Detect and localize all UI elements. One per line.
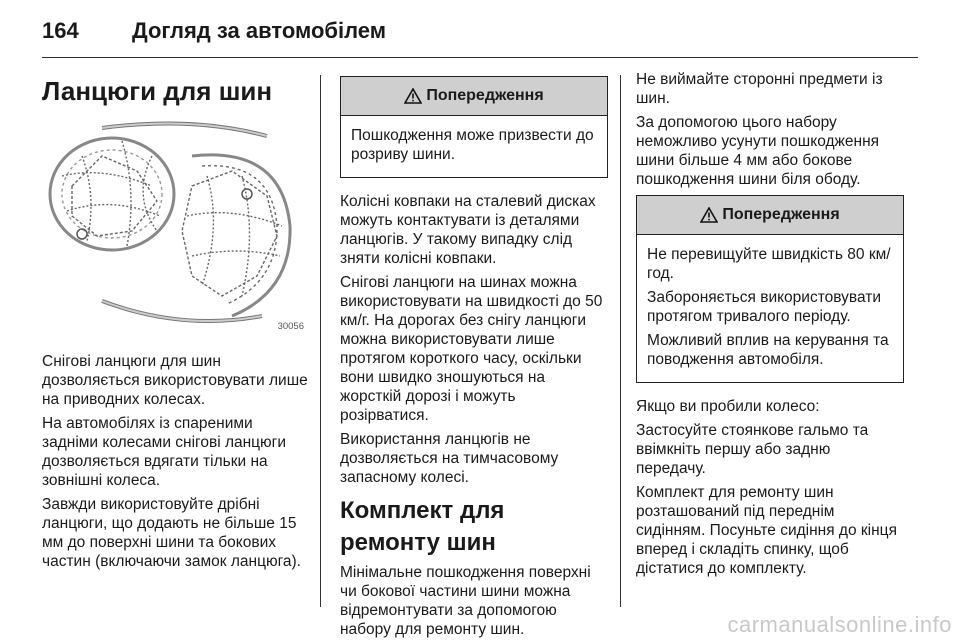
- snow-chains-figure: [42, 116, 308, 338]
- paragraph: На автомобілях із спареними задніми колесами снігові ланцюги дозволяється вдягати тільки на зовнішні колеса.: [42, 415, 286, 489]
- paragraph: Застосуйте стоянкове гальмо та ввімкніть першу або задню передачу.: [636, 422, 869, 477]
- warning-title: Попередження: [722, 206, 840, 223]
- header-divider: [42, 57, 918, 58]
- column-3: [636, 70, 904, 583]
- warning-body: [637, 235, 903, 382]
- warning-text: Пошкодження може призвести до розриву шини.: [351, 127, 594, 163]
- paragraph: Не виймайте сторонні предмети із шин.: [636, 71, 883, 107]
- column-1: [42, 70, 310, 576]
- paragraph: Снігові ланцюги для шин дозволяється використовувати лише на приводних колесах.: [42, 353, 308, 408]
- paragraph: Комплект для ремонту шин розташований під переднім сидінням. Посуньте сидіння до кінця вперед і складіть спинку, щоб дістатися до комплекту.: [636, 484, 897, 577]
- page-header-title: Догляд за автомобілем: [132, 18, 387, 43]
- warning-text: Забороняється використовувати протягом тривалого періоду.: [647, 289, 881, 325]
- warning-triangle-icon: [404, 88, 422, 104]
- warning-body: [341, 116, 607, 177]
- paragraph: Снігові ланцюги на шинах можна використовувати на швидкості до 50 км/г. На дорогах без снігу ланцюги можна використовувати лише протягом короткого часу, оскільки вони швидко зношуються на жорсткій дорозі і можуть розірватися.: [340, 274, 603, 424]
- column-2: [340, 70, 608, 644]
- watermark: carmanualsonline.info: [727, 612, 952, 637]
- paragraph: Використання ланцюгів не дозволяється на тимчасовому запасному колесі.: [340, 431, 559, 486]
- warning-box-2: [636, 195, 904, 383]
- paragraph: Завжди використовуйте дрібні ланцюги, що додають не більше 15 мм до поверхні шини та бокових частин (включаючи замок ланцюга).: [42, 496, 301, 570]
- paragraph: Якщо ви пробили колесо:: [636, 398, 820, 415]
- paragraph: Мінімальне пошкодження поверхні чи бокової частини шини можна відремонтувати за допомогою набору для ремонту шин.: [340, 564, 591, 638]
- section-title-snow-chains: Ланцюги для шин: [42, 76, 273, 106]
- warning-triangle-icon: [700, 207, 718, 223]
- snow-chains-illustration: [42, 116, 308, 338]
- paragraph: За допомогою цього набору неможливо усунути пошкодження шини більше 4 мм або бокове пошкодження шини біля ободу.: [636, 114, 880, 188]
- paragraph: Колісні ковпаки на сталевий дисках можуть контактувати із деталями ланцюгів. У такому випадку слід зняти колісні ковпаки.: [340, 193, 596, 267]
- page-number: 164: [42, 18, 79, 43]
- warning-box-1: [340, 76, 608, 178]
- section-title-tyre-repair-kit: Комплект для ремонту шин: [340, 497, 505, 556]
- column-divider-2: [620, 75, 621, 607]
- column-divider-1: [320, 75, 321, 607]
- warning-header: [637, 196, 903, 235]
- warning-text: Можливий вплив на керування та поводження автомобіля.: [647, 332, 889, 368]
- warning-title: Попередження: [426, 87, 544, 104]
- warning-header: [341, 77, 607, 116]
- figure-code: 30056: [277, 321, 304, 332]
- warning-text: Не перевищуйте швидкість 80 км/год.: [647, 246, 891, 282]
